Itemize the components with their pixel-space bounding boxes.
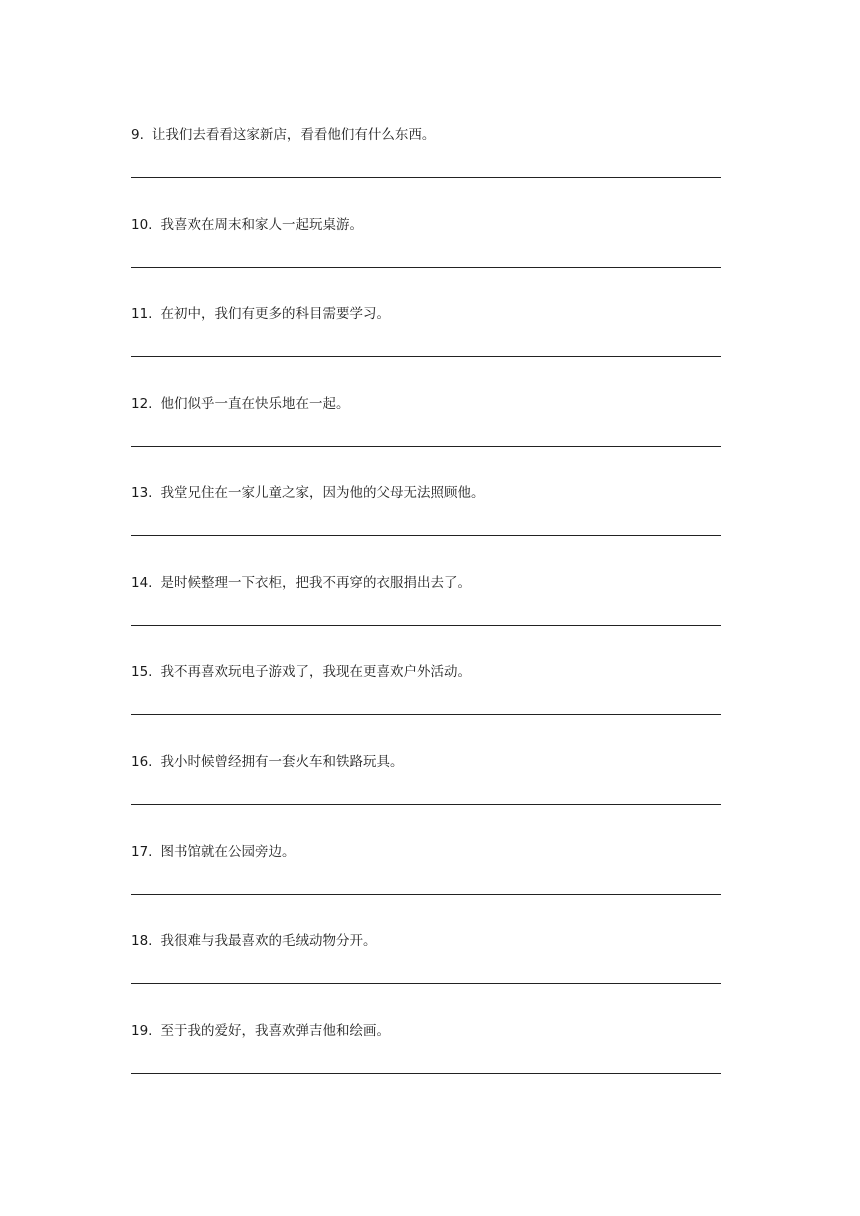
answer-line[interactable] [131, 1073, 721, 1074]
question-text [131, 305, 390, 323]
question-17 [131, 843, 721, 933]
question-10 [131, 216, 721, 306]
question-number: 18. [131, 933, 153, 949]
question-number: 14. [131, 575, 153, 591]
question-number: 17. [131, 844, 153, 860]
answer-line[interactable] [131, 535, 721, 536]
answer-line[interactable] [131, 983, 721, 984]
question-text [131, 484, 484, 502]
question-sentence: 至于我的爱好，我喜欢弹吉他和绘画。 [160, 1023, 390, 1039]
question-number: 16. [131, 754, 153, 770]
question-sentence: 他们似乎一直在快乐地在一起。 [160, 396, 350, 412]
question-sentence: 是时候整理一下衣柜，把我不再穿的衣服捐出去了。 [160, 575, 471, 591]
question-sentence: 在初中，我们有更多的科目需要学习。 [160, 306, 390, 322]
answer-line[interactable] [131, 446, 721, 447]
answer-line[interactable] [131, 714, 721, 715]
question-number: 13. [131, 485, 153, 501]
question-text [131, 932, 376, 950]
question-14 [131, 574, 721, 664]
question-text [131, 395, 349, 413]
question-text [131, 753, 403, 771]
answer-line[interactable] [131, 625, 721, 626]
question-number: 12. [131, 396, 153, 412]
question-15 [131, 663, 721, 753]
answer-line[interactable] [131, 267, 721, 268]
question-number: 9. [131, 127, 144, 143]
question-sentence: 图书馆就在公园旁边。 [160, 844, 296, 860]
question-sentence: 我喜欢在周末和家人一起玩桌游。 [160, 217, 363, 233]
question-sentence: 我不再喜欢玩电子游戏了，我现在更喜欢户外活动。 [160, 664, 471, 680]
answer-line[interactable] [131, 177, 721, 178]
question-18 [131, 932, 721, 1022]
answer-line[interactable] [131, 894, 721, 895]
question-text [131, 1022, 390, 1040]
question-9 [131, 126, 721, 216]
question-number: 11. [131, 306, 153, 322]
question-text [131, 126, 435, 144]
question-11 [131, 305, 721, 395]
question-text [131, 574, 471, 592]
question-16 [131, 753, 721, 843]
question-sentence: 我小时候曾经拥有一套火车和铁路玩具。 [160, 754, 404, 770]
question-text [131, 663, 471, 681]
question-number: 15. [131, 664, 153, 680]
answer-line[interactable] [131, 804, 721, 805]
question-number: 10. [131, 217, 153, 233]
question-sentence: 让我们去看看这家新店，看看他们有什么东西。 [151, 127, 436, 143]
question-13 [131, 484, 721, 574]
question-12 [131, 395, 721, 485]
question-text [131, 843, 295, 861]
question-sentence: 我堂兄住在一家儿童之家，因为他的父母无法照顾他。 [160, 485, 485, 501]
question-sentence: 我很难与我最喜欢的毛绒动物分开。 [160, 933, 377, 949]
answer-line[interactable] [131, 356, 721, 357]
question-19 [131, 1022, 721, 1112]
question-number: 19. [131, 1023, 153, 1039]
question-text [131, 216, 363, 234]
